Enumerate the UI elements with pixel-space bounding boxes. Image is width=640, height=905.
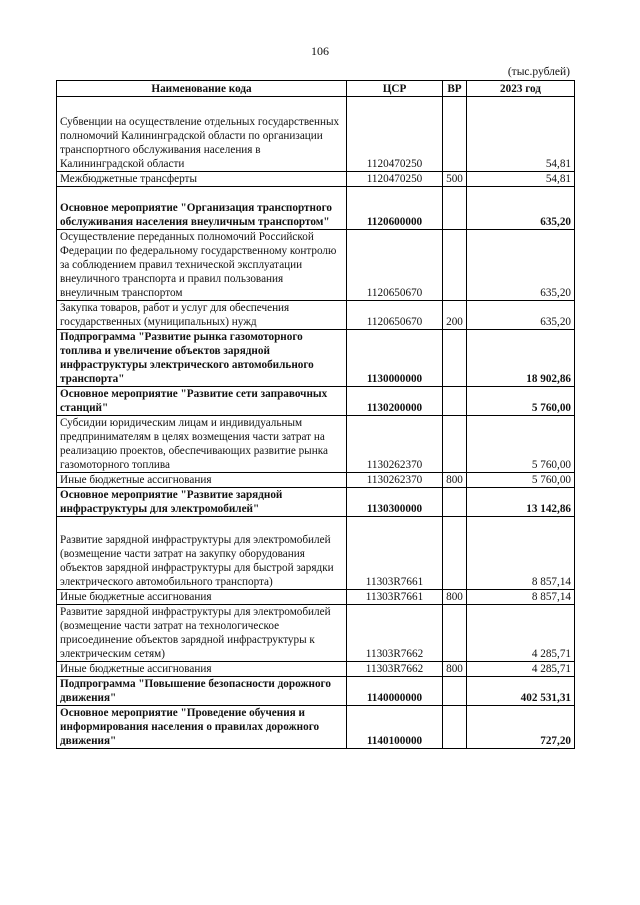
row-name: Основное мероприятие "Развитие зарядной инфраструктуры для электромобилей" (57, 488, 347, 517)
row-name: Иные бюджетные ассигнования (57, 590, 347, 605)
row-name: Субсидии юридическим лицам и индивидуальным предпринимателям в целях возмещения части затрат на реализацию проектов, обеспечивающих развитие рынка газомоторного топлива (57, 416, 347, 473)
row-vr (443, 97, 467, 172)
row-vr: 800 (443, 662, 467, 677)
row-csr: 11303R7662 (347, 605, 443, 662)
row-vr (443, 187, 467, 230)
table-row (57, 590, 575, 605)
row-name: Развитие зарядной инфраструктуры для электромобилей (возмещение части затрат на технологическое присоединение объектов зарядной инфраструктуры к электрическим сетям) (57, 605, 347, 662)
units-label: (тыс.рублей) (507, 66, 570, 78)
row-vr: 800 (443, 473, 467, 488)
row-name: Межбюджетные трансферты (57, 172, 347, 187)
row-amount: 635,20 (467, 230, 575, 301)
row-vr (443, 416, 467, 473)
table-row (57, 230, 575, 301)
row-csr: 1120650670 (347, 301, 443, 330)
row-amount: 4 285,71 (467, 662, 575, 677)
row-csr: 1140100000 (347, 706, 443, 749)
row-csr: 1120650670 (347, 230, 443, 301)
table-row (57, 330, 575, 387)
row-amount: 8 857,14 (467, 590, 575, 605)
row-csr: 1140000000 (347, 677, 443, 706)
row-csr: 1130000000 (347, 330, 443, 387)
row-csr: 11303R7661 (347, 590, 443, 605)
budget-table (56, 80, 575, 749)
row-vr: 800 (443, 590, 467, 605)
row-name: Основное мероприятие "Проведение обучения и информирования населения о правилах дорожного движения" (57, 706, 347, 749)
header-name: Наименование кода (57, 81, 347, 97)
row-csr: 1130262370 (347, 473, 443, 488)
row-name: Осуществление переданных полномочий Российской Федерации по федеральному государственному контролю за соблюдением правил технической эксплуатации внеуличного транспорта и правил пользования внеуличным транспортом (57, 230, 347, 301)
row-amount: 54,81 (467, 97, 575, 172)
table-row (57, 488, 575, 517)
header-year: 2023 год (467, 81, 575, 97)
row-csr: 1130300000 (347, 488, 443, 517)
row-amount: 5 760,00 (467, 387, 575, 416)
row-vr: 500 (443, 172, 467, 187)
table-row (57, 473, 575, 488)
row-amount: 13 142,86 (467, 488, 575, 517)
page-number: 106 (311, 44, 329, 58)
table-row (57, 662, 575, 677)
table-row (57, 187, 575, 230)
row-vr: 200 (443, 301, 467, 330)
table-row (57, 517, 575, 590)
row-amount: 8 857,14 (467, 517, 575, 590)
row-vr (443, 517, 467, 590)
table-row (57, 387, 575, 416)
row-amount: 5 760,00 (467, 473, 575, 488)
row-name: Подпрограмма "Повышение безопасности дорожного движения" (57, 677, 347, 706)
table-row (57, 605, 575, 662)
row-vr (443, 605, 467, 662)
row-name: Иные бюджетные ассигнования (57, 662, 347, 677)
row-csr: 11303R7661 (347, 517, 443, 590)
row-name: Закупка товаров, работ и услуг для обеспечения государственных (муниципальных) нужд (57, 301, 347, 330)
table-header-row (57, 81, 575, 97)
row-amount: 18 902,86 (467, 330, 575, 387)
row-name: Основное мероприятие "Развитие сети заправочных станций" (57, 387, 347, 416)
row-csr: 1120600000 (347, 187, 443, 230)
table-row (57, 416, 575, 473)
table-row (57, 301, 575, 330)
row-amount: 402 531,31 (467, 677, 575, 706)
row-vr (443, 330, 467, 387)
row-amount: 635,20 (467, 301, 575, 330)
row-csr: 1120470250 (347, 97, 443, 172)
table-row (57, 677, 575, 706)
row-csr: 1120470250 (347, 172, 443, 187)
table-row (57, 97, 575, 172)
row-name: Основное мероприятие "Организация транспортного обслуживания населения внеуличным транспортом" (57, 187, 347, 230)
row-csr: 1130200000 (347, 387, 443, 416)
row-name: Иные бюджетные ассигнования (57, 473, 347, 488)
row-amount: 5 760,00 (467, 416, 575, 473)
table-row (57, 172, 575, 187)
row-vr (443, 706, 467, 749)
row-amount: 727,20 (467, 706, 575, 749)
header-vr: ВР (443, 81, 467, 97)
row-vr (443, 488, 467, 517)
row-vr (443, 387, 467, 416)
row-amount: 54,81 (467, 172, 575, 187)
row-csr: 1130262370 (347, 416, 443, 473)
header-csr: ЦСР (347, 81, 443, 97)
row-vr (443, 677, 467, 706)
row-vr (443, 230, 467, 301)
row-name: Субвенции на осуществление отдельных государственных полномочий Калининградской области по организации транспортного обслуживания населения в Калининградской области (57, 97, 347, 172)
row-name: Подпрограмма "Развитие рынка газомоторного топлива и увеличение объектов зарядной инфраструктуры электрического автомобильного транспорта" (57, 330, 347, 387)
row-name: Развитие зарядной инфраструктуры для электромобилей (возмещение части затрат на закупку оборудования объектов зарядной инфраструктуры для быстрой зарядки электрического автомобильного транспорта) (57, 517, 347, 590)
table-row (57, 706, 575, 749)
row-amount: 4 285,71 (467, 605, 575, 662)
row-csr: 11303R7662 (347, 662, 443, 677)
row-amount: 635,20 (467, 187, 575, 230)
